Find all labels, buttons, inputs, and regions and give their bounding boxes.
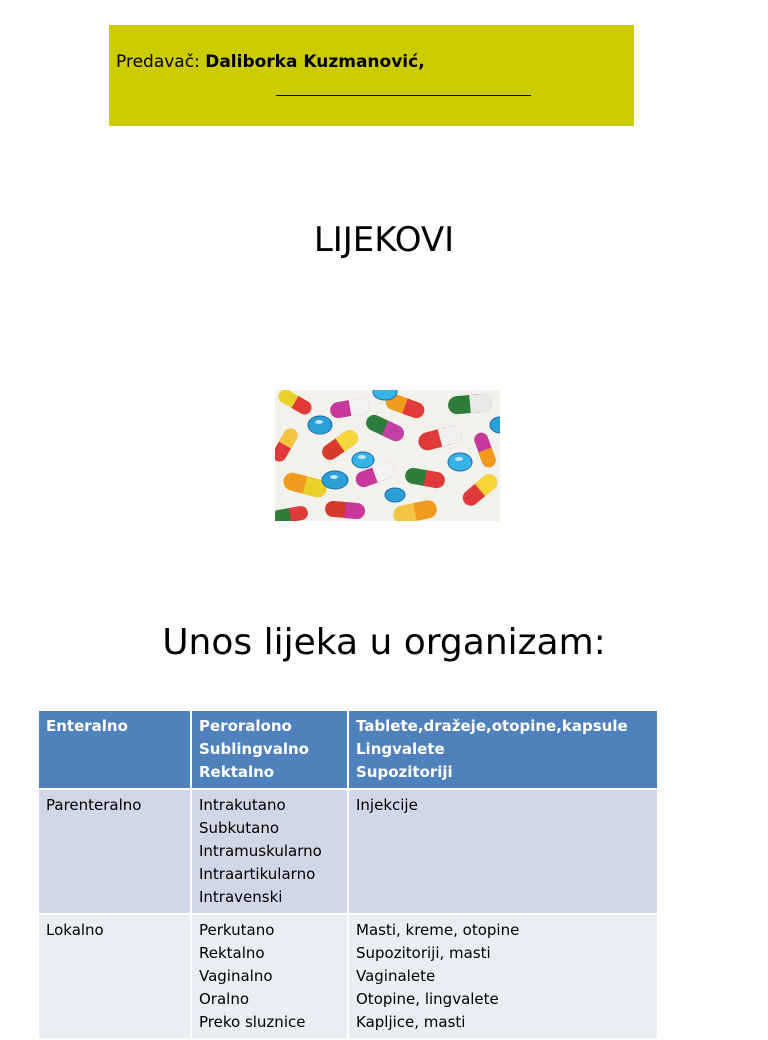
cell-line: Preko sluznice bbox=[199, 1013, 306, 1031]
forms-cell bbox=[348, 711, 658, 789]
page-title: LIJEKOVI bbox=[313, 220, 455, 260]
route-cell bbox=[39, 789, 191, 914]
lecturer-name: Daliborka Kuzmanović, bbox=[205, 52, 425, 72]
signature-line bbox=[276, 95, 531, 96]
table-row bbox=[39, 711, 658, 789]
cell-line: Supozitoriji bbox=[356, 763, 453, 781]
cell-line: Tablete,dražeje,otopine,kapsule bbox=[356, 717, 628, 735]
cell-line: Intravenski bbox=[199, 888, 283, 906]
cell-line: Masti, kreme, otopine bbox=[356, 921, 520, 939]
cell-line: Oralno bbox=[199, 990, 250, 1008]
cell-line: Intramuskularno bbox=[199, 842, 322, 860]
cell-line: Vaginalete bbox=[356, 967, 436, 985]
methods-cell bbox=[191, 789, 348, 914]
lecturer-line bbox=[116, 52, 425, 72]
methods-cell bbox=[191, 711, 348, 789]
cell-line: Kapljice, masti bbox=[356, 1013, 466, 1031]
cell-line: Intrakutano bbox=[199, 796, 286, 814]
cell-line: Subkutano bbox=[199, 819, 280, 837]
lecturer-banner bbox=[109, 25, 634, 126]
cell-line: Intraartikularno bbox=[199, 865, 316, 883]
cell-line: Rektalno bbox=[199, 944, 265, 962]
cell-line: Parenteralno bbox=[46, 796, 142, 814]
lecturer-label: Predavač: bbox=[116, 52, 200, 72]
table-row bbox=[39, 914, 658, 1039]
cell-line: Supozitoriji, masti bbox=[356, 944, 491, 962]
cell-line: Sublingvalno bbox=[199, 740, 309, 758]
table-row bbox=[39, 789, 658, 914]
cell-line: Perkutano bbox=[199, 921, 275, 939]
methods-cell bbox=[191, 914, 348, 1039]
pills-illustration bbox=[275, 390, 500, 521]
pills-image bbox=[275, 390, 500, 521]
administration-routes-table bbox=[39, 711, 659, 1040]
section-subtitle: Unos lijeka u organizam: bbox=[162, 622, 606, 663]
cell-line: Injekcije bbox=[356, 796, 418, 814]
forms-cell bbox=[348, 914, 658, 1039]
cell-line: Lingvalete bbox=[356, 740, 445, 758]
cell-line: Otopine, lingvalete bbox=[356, 990, 499, 1008]
route-cell bbox=[39, 711, 191, 789]
route-cell bbox=[39, 914, 191, 1039]
cell-line: Peroralono bbox=[199, 717, 292, 735]
forms-cell bbox=[348, 789, 658, 914]
cell-line: Enteralno bbox=[46, 717, 128, 735]
cell-line: Vaginalno bbox=[199, 967, 273, 985]
cell-line: Lokalno bbox=[46, 921, 104, 939]
cell-line: Rektalno bbox=[199, 763, 275, 781]
